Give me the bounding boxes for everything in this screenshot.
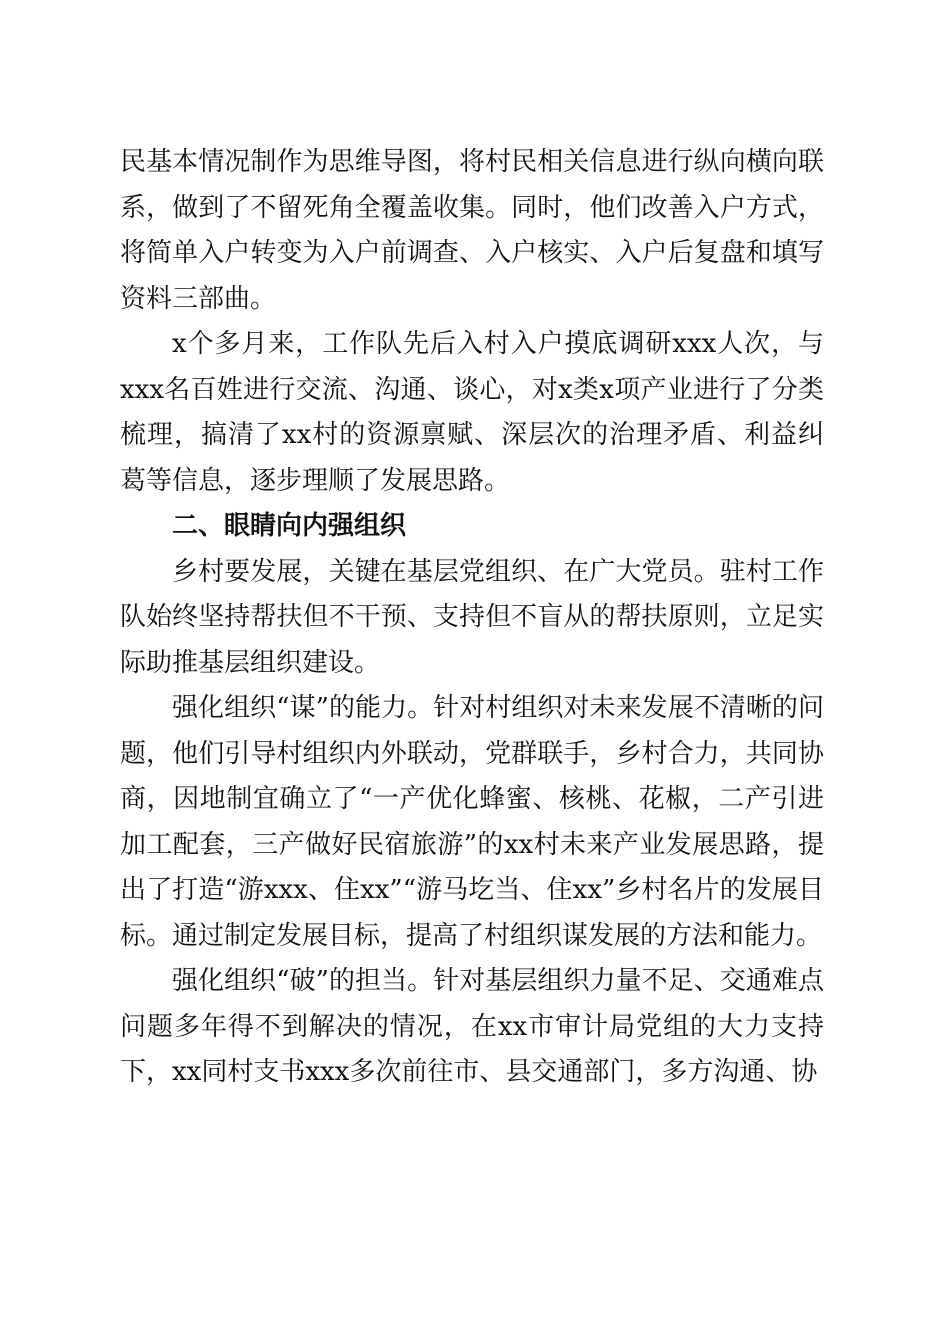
section-heading: 二、眼睛向内强组织	[172, 511, 407, 541]
document-body	[120, 140, 824, 1096]
paragraph-organization-intro: 乡村要发展，关键在基层党组织、在广大党员。驻村工作队始终坚持帮扶但不干预、支持但不盲从的帮扶原则，立足实际助推基层组织建设。	[120, 556, 824, 678]
paragraph-continuation: 民基本情况制作为思维导图，将村民相关信息进行纵向横向联系，做到了不留死角全覆盖收集。同时，他们改善入户方式，将简单入户转变为入户前调查、入户核实、入户后复盘和填写资料三部曲。	[120, 147, 824, 314]
paragraph-breakthrough-responsibility: 强化组织“破”的担当。针对基层组织力量不足、交通难点问题多年得不到解决的情况，在xx市审计局党组的大力支持下，xx同村支书xxx多次前往市、县交通部门，多方沟通、协	[120, 966, 824, 1087]
paragraph-planning-capacity: 强化组织“谋”的能力。针对村组织对未来发展不清晰的问题，他们引导村组织内外联动，党群联手，乡村合力，共同协商，因地制宜确立了“一产优化蜂蜜、核桃、花椒，二产引进加工配套，三产做好民宿旅游”的xx村未来产业发展思路，提出了打造“游xxx、住xx”“游马圪当、住xx”乡村名片的发展目标。通过制定发展目标，提高了村组织谋发展的方法和能力。	[120, 693, 824, 951]
paragraph-research-summary: x个多月来，工作队先后入村入户摸底调研xxx人次，与xxx名百姓进行交流、沟通、谈心，对x类x项产业进行了分类梳理，搞清了xx村的资源禀赋、深层次的治理矛盾、利益纠葛等信息，逐步理顺了发展思路。	[120, 329, 824, 496]
